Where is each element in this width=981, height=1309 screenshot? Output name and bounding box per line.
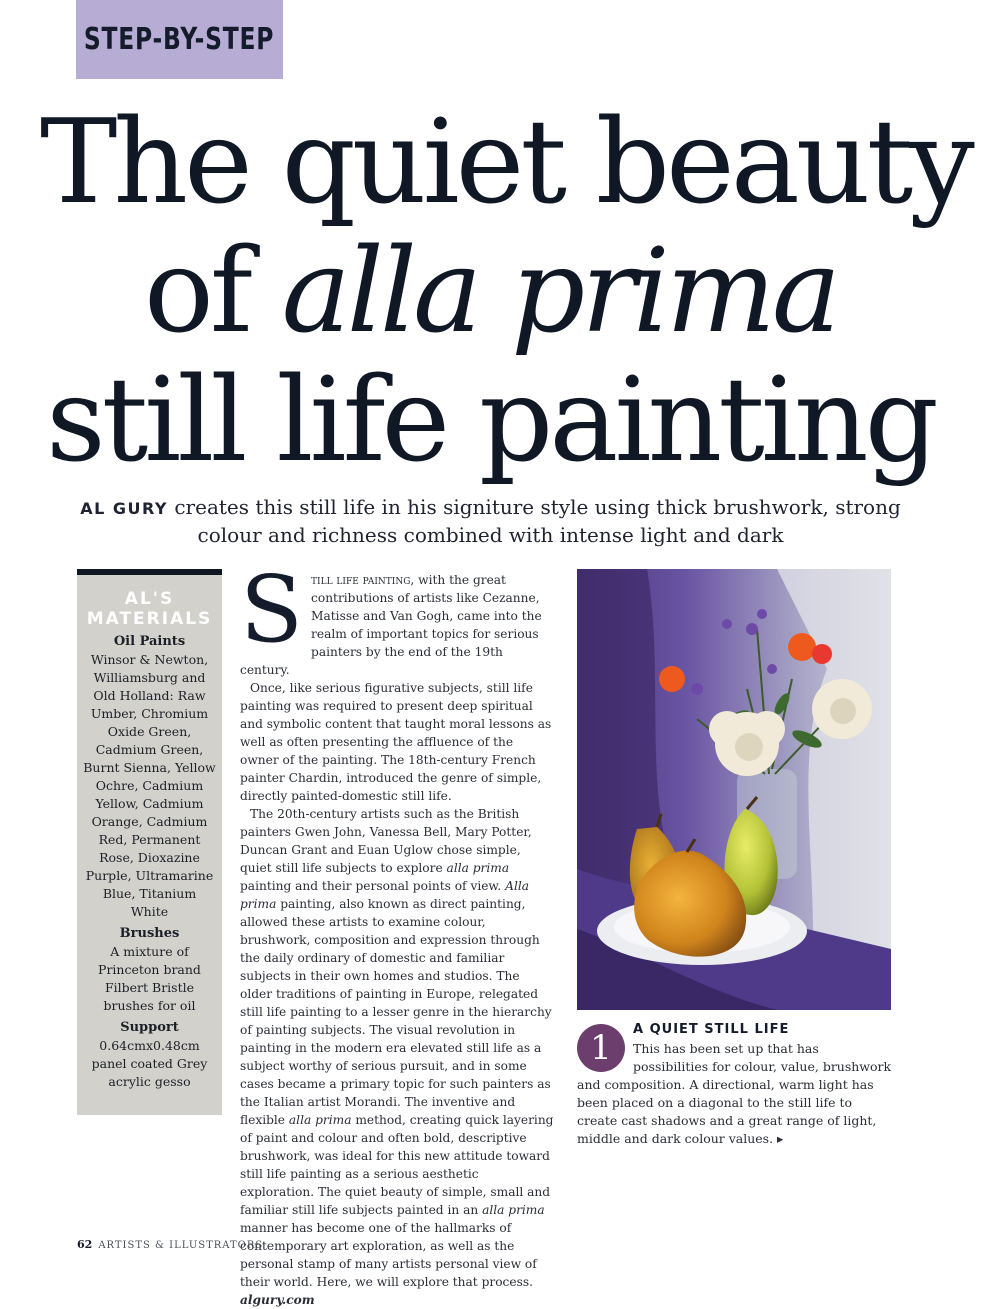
body-paragraph-2: Once, like serious figurative subjects, still life painting was required to present deep spiritual and symbolic content that taught moral lessons as well as often presenting the affluence of the owner of the painting. The 18th-century French painter Chardin, introduced the genre of simple, directly painted-domestic still life. <box>240 681 552 803</box>
caption-text: This has been set up that has possibilities for colour, value, brushwork and composition. A directional, warm light has been placed on a diagonal to the still life to create cast shadows and a great range of light, middle and dark colour values. ▸ <box>577 1041 892 1146</box>
drop-cap: S <box>240 556 304 663</box>
step-number-badge: 1 <box>577 1024 625 1072</box>
photo-caption <box>577 1020 892 1148</box>
materials-heading-brushes: Brushes <box>119 926 180 941</box>
author-website-link[interactable]: algury.com <box>240 1293 315 1307</box>
body-p3-b: painting and their personal points of view. <box>240 879 506 893</box>
section-tag-label: STEP-BY-STEP <box>84 22 275 57</box>
headline-line-2-pre: of <box>143 224 282 359</box>
headline-line-3: still life painting <box>46 353 935 488</box>
section-tag <box>76 0 283 79</box>
standfirst <box>80 494 901 549</box>
article-body <box>240 556 555 1309</box>
body-p3-c: painting, also known as direct painting, allowed these artists to examine colour, brushwork, composition and expression through the daily ordinary of domestic and familiar subjects in their own homes and studios. The older traditions of painting in Europe, relegated still life painting to a lesser genre in the hierarchy of painting subjects. The visual revolution in painting in the modern era elevated still life as a subject worthy of serious pursuit, and in some cases became a primary topic for such painters as the Italian artist Morandi. The inventive and flexible <box>240 897 552 1127</box>
body-p3-italic-3: alla prima <box>288 1113 352 1127</box>
author-name: AL GURY <box>80 499 168 518</box>
headline-line-1: The quiet beauty <box>40 95 971 230</box>
materials-text-brushes: A mixture of Princeton brand Filbert Bristle brushes for oil <box>98 944 201 1013</box>
body-p3-italic-2: Alla prima <box>240 879 530 911</box>
publication-name: ARTISTS & ILLUSTRATORS <box>98 1240 264 1251</box>
materials-title: AL'S MATERIALS <box>86 589 213 629</box>
body-p3-d: method, creating quick layering of paint and colour and often bold, descriptive brushwork, was ideal for this new attitude toward still life painting as a serious aesthetic exploration. The quiet beauty of simple, small and familiar still life subjects painted in an <box>240 1113 554 1217</box>
body-p3-e: manner has become one of the hallmarks of contemporary art exploration, as well as the personal stamp of many artists personal view of their world. Here, we will explore that process. <box>240 1221 537 1289</box>
materials-box <box>77 569 222 1115</box>
standfirst-text: creates this still life in his signiture style using thick brushwork, strong colour and richness combined with intense light and dark <box>168 495 901 547</box>
page-footer <box>77 1238 263 1251</box>
body-paragraph-3 <box>240 805 555 1291</box>
caption-title: A QUIET STILL LIFE <box>633 1022 790 1037</box>
body-paragraph-1 <box>240 556 555 679</box>
body-p3-italic-1: alla prima <box>446 861 510 875</box>
materials-text-oil-paints: Winsor & Newton, Williamsburg and Old Holland: Raw Umber, Chromium Oxide Green, Cadmium Green, Burnt Sienna, Yellow Ochre, Cadmium Yellow, Cadmium Orange, Cadmium Red, Permanent Rose, Dioxazine Purple, Ultramarine Blue, Titanium White <box>83 652 216 919</box>
materials-heading-oil-paints: Oil Paints <box>113 634 186 649</box>
materials-text-support: 0.64cmx0.48cm panel coated Grey acrylic gesso <box>91 1038 208 1089</box>
still-life-photo <box>577 569 891 1010</box>
materials-heading-support: Support <box>120 1020 179 1035</box>
headline-line-2-italic: alla prima <box>281 224 837 359</box>
body-p3-a: The 20th-century artists such as the British painters Gwen John, Vanessa Bell, Mary Potter, Duncan Grant and Euan Uglow chose simple, quiet still life subjects to explore <box>240 807 532 875</box>
body-lead-in: till life painting <box>311 573 411 587</box>
headline-line-2 <box>40 224 941 359</box>
body-paragraph-1-text: , with the great contributions of artists like Cezanne, Matisse and Van Gogh, came into the realm of important topics for serious painters by the end of the 19th century. <box>240 573 542 677</box>
headline <box>40 95 971 488</box>
page-number: 62 <box>77 1238 93 1251</box>
body-p3-italic-4: alla prima <box>482 1203 545 1217</box>
